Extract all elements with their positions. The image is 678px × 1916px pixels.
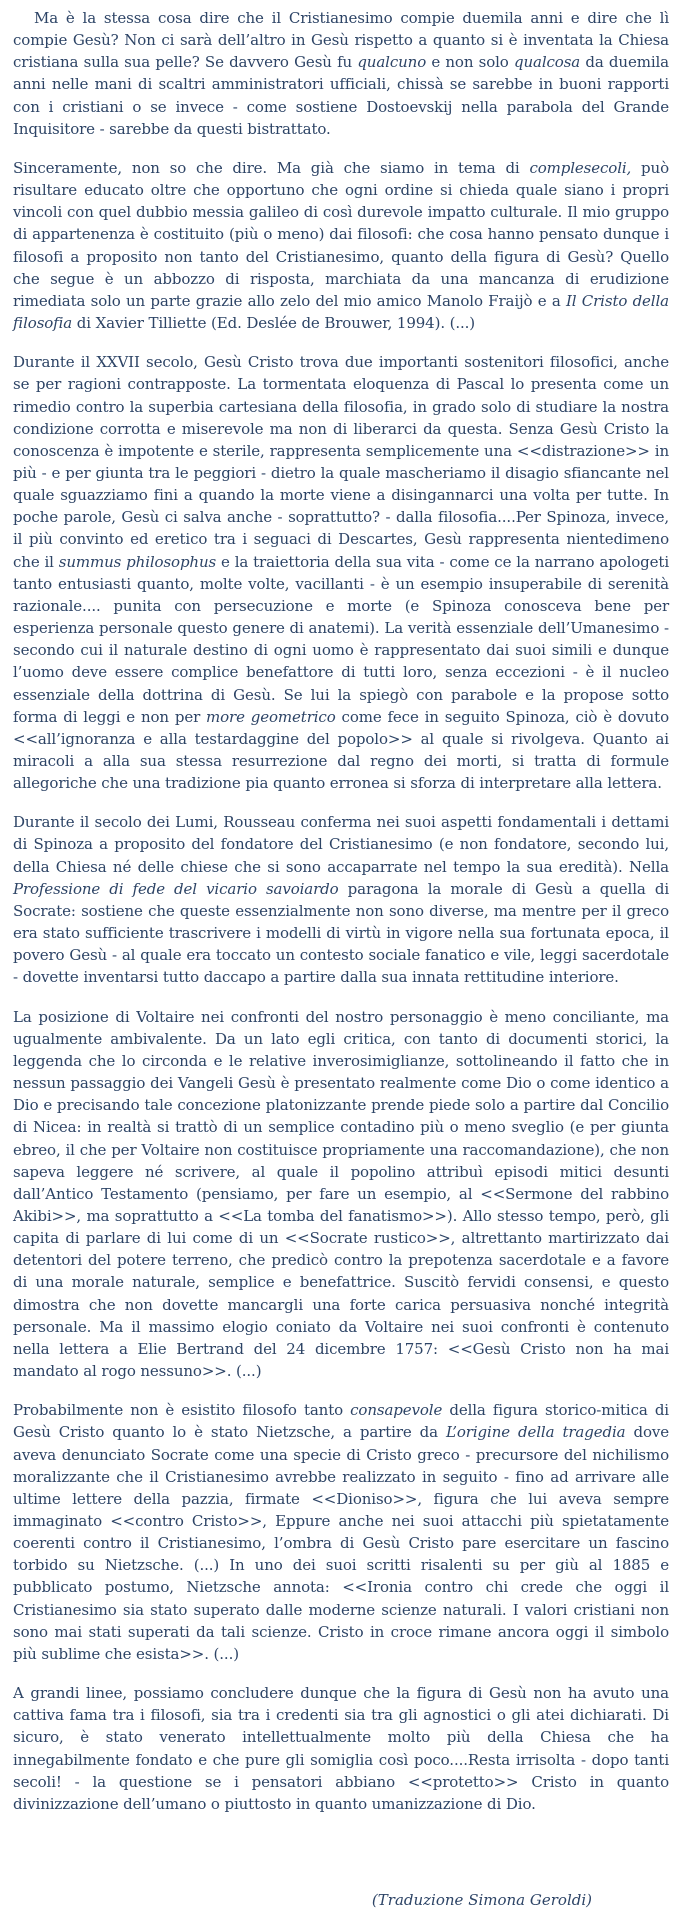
paragraph-pascal-spinoza — [13, 351, 669, 794]
text-run: da duemila anni nelle mani di scaltri amministratori ufficiali, chissà se sarebbe in buoni rapporti con i cristiani o se invece - come sostiene Dostoevskij nella parabola del Grande Inquisitore - sarebbe da questi bistrattato. — [13, 53, 669, 138]
paragraph-intro — [13, 7, 669, 140]
text-run: A grandi linee, possiamo concludere dunque che la figura di Gesù non ha avuto una cattiva fama tra i filosofi, sia tra i credenti sia tra gli agnostici o gli atei dichiarati. Di sicuro, è stato venerato intellettualmente molto più della Chiesa che ha innegabilmente fondato e che pure gli somiglia così poco....Resta irrisolta - dopo tanti secoli! - la questione se i pensatori abbiano <<protetto>> Cristo in quanto divinizzazione dell’umano o piuttosto in quanto umanizzazione di Dio. — [13, 1684, 669, 1813]
text-run: Ma è la stessa cosa dire che il Cristianesimo compie duemila anni e dire che lì compie Gesù? Non ci sarà dell’altro in Gesù rispetto a quanto si è inventata la Chiesa cristiana sulla sua pelle? Se davvero Gesù fu — [13, 9, 669, 72]
italic-text: complesecoli, — [529, 158, 632, 177]
text-run: La posizione di Voltaire nei confronti del nostro personaggio è meno conciliante, ma ugualmente ambivalente. Da un lato egli critica, con tanto di documenti storici, la leggenda che lo circonda e le relative inverosimiglianze, sottolineando il fatto che in nessun passaggio dei Vangeli Gesù è presentato realmente come Dio o come identico a Dio e precisando tale concezione platonizzante prende piede solo a partire dal Concilio di Nicea: in realtà si trattò di un semplice contadino più o meno sveglio (e per giunta ebreo, il che per Voltaire non costituisce propriamente una raccomandazione), che non sapeva leggere né scrivere, al quale il popolino attribuì episodi mitici desunti dall’Antico Testamento (pensiamo, per fare un esempio, al <<Sermone del rabbino Akibi>>, ma soprattutto a <<La tomba del fanatismo>>). Allo stesso tempo, però, gli capita di parlare di lui come di un <<Socrate rustico>>, altrettanto martirizzato dai detentori del potere terreno, che predicò contro la prepotenza sacerdotale e a favore di una morale naturale, semplice e benefattrice. Suscitò fervidi consensi, e questo dimostra che non dovette mancargli una forte carica persuasiva nonché integrità personale. Ma il massimo elogio coniato da Voltaire nei suoi confronti è contenuto nella lettera a Elie Bertrand del 24 dicembre 1757: <<Gesù Cristo non ha mai mandato al rogo nessuno>>. (...) — [13, 1007, 669, 1381]
italic-text: summus philosophus — [58, 552, 217, 571]
paragraph-conclusion — [13, 1682, 669, 1815]
text-run: e non solo — [426, 53, 514, 72]
text-run: di Xavier Tilliette (Ed. Deslée de Brouwer, 1994). (...) — [72, 314, 476, 333]
text-run: Durante il XXVII secolo, Gesù Cristo trova due importanti sostenitori filosofici, anche se per ragioni contrapposte. La tormentata eloquenza di Pascal lo presenta come un rimedio contro la superbia cartesiana della filosofia, in grado solo di studiare la nostra condizione corrotta e miserevole ma non di liberarci da questa. Senza Gesù Cristo la conoscenza è impotente e sterile, rappresenta semplicemente una <<distrazione>> in più - e per giunta tra le peggiori - dietro la quale mascheriamo il disagio sfiancante nel quale sguazziamo fini a quando la morte viene a disingannarci una volta per tutte. In poche parole, Gesù ci salva anche - soprattutto? - dalla filosofia....Per Spinoza, invece, il più convinto ed eretico tra i seguaci di Descartes, Gesù rappresenta nientedimeno che il — [13, 353, 669, 571]
italic-text: consapevole — [350, 1401, 443, 1420]
italic-text: more geometrico — [206, 707, 336, 726]
text-run: Durante il secolo dei Lumi, Rousseau conferma nei suoi aspetti fondamentali i dettami di Spinoza a proposito del fondatore del Cristianesimo (e non fondatore, secondo lui, della Chiesa né delle chiese che si sono accaparrate nel tempo la sua eredità). Nella — [13, 813, 669, 876]
paragraph-nietzsche — [13, 1399, 669, 1665]
text-run: può risultare educato oltre che opportuno che ogni ordine si chieda quale siano i propri vincoli con quel dubbio messia galileo di così durevole impatto culturale. Il mio gruppo di appartenenza è costituito (più o meno) dai filosofi: che cosa hanno pensato dunque i filosofi a proposito non tanto del Cristianesimo, quanto della figura di Gesù? Quello che segue è un abbozzo di risposta, marchiata da una mancanza di erudizione rimediata solo un parte grazie allo zelo del mio amico Manolo Fraijò e a — [13, 158, 669, 310]
text-run: come fece in seguito Spinoza, ciò è dovuto <<all’ignoranza e alla testardaggine del popolo>> al quale si rivolgeva. Quanto ai miracoli a alla sua stessa resurrezione dal regno dei morti, si tratta di formule allegoriche che una tradizione pia quanto erronea si sforza di interpretare alla lettera. — [13, 707, 669, 793]
text-run: della figura storico-mitica di Gesù Cristo quanto lo è stato Nietzsche, a partire da — [13, 1401, 669, 1442]
paragraph-rousseau — [13, 811, 669, 988]
italic-text: Il Cristo della filosofia — [13, 291, 669, 333]
italic-text: Professione di fede del vicario savoiardo — [13, 879, 339, 898]
paragraph-complesecoli — [13, 157, 669, 334]
translation-credit: (Traduzione Simona Geroldi) — [371, 1891, 592, 1909]
italic-text: qualcuno — [357, 53, 427, 72]
text-run: Sinceramente, non so che dire. Ma già che siamo in tema di — [13, 158, 530, 177]
paragraph-voltaire — [13, 1006, 669, 1383]
text-run: dove aveva denunciato Socrate come una specie di Cristo greco - precursore del nichilismo moralizzante che il Cristianesimo avrebbe realizzato in seguito - fino ad arrivare alle ultime lettere della pazzia, firmate <<Dioniso>>, figura che lui aveva sempre immaginato <<contro Cristo>>, Eppure anche nei suoi attacchi più spietatamente coerenti contro il Cristianesimo, l’ombra di Gesù Cristo pare esercitare un fascino torbido su Nietzsche. (...) In uno dei suoi scritti risalenti su per giù al 1885 e pubblicato postumo, Nietzsche annota: <<Ironia contro chi crede che oggi il Cristianesimo sia stato superato dalle moderne scienze naturali. I valori cristiani non sono mai stati superati da tali scienze. Cristo in croce rimane ancora oggi il simbolo più sublime che esista>>. (...) — [13, 1423, 670, 1663]
text-run: Probabilmente non è esistito filosofo tanto — [13, 1401, 351, 1420]
text-run: paragona la morale di Gesù a quella di Socrate: sostiene che queste essenzialmente non sono diverse, ma mentre per il greco era stato sufficiente trascrivere i modelli di virtù in vigore nella sua fortunata epoca, il povero Gesù - al quale era toccato un contesto sociale fanatico e vile, leggi sacerdotale - dovette inventarsi tutto daccapo a partire dalla sua innata rettitudine interiore. — [13, 879, 670, 987]
italic-text: L’origine della tragedia — [446, 1423, 626, 1442]
text-run: e la traiettoria della sua vita - come ce la narrano apologeti tanto entusiasti quanto, molte volte, vacillanti - è un esempio insuperabile di serenità razionale.... punita con persecuzione e morte (e Spinoza conosceva bene per esperienza personale questo genere di anatemi). La verità essenziale dell’Umanesimo - secondo cui il naturale destino di ogni uomo è rappresentato dai suoi simili e dunque l’uomo deve essere complice benefattore di tutti loro, senza eccezioni - è il nucleo essenziale della dottrina di Gesù. Se lui la spiegò con parabole e la propose sotto forma di leggi e non per — [13, 552, 669, 726]
article-body — [13, 7, 669, 1832]
italic-text: qualcosa — [513, 53, 581, 72]
